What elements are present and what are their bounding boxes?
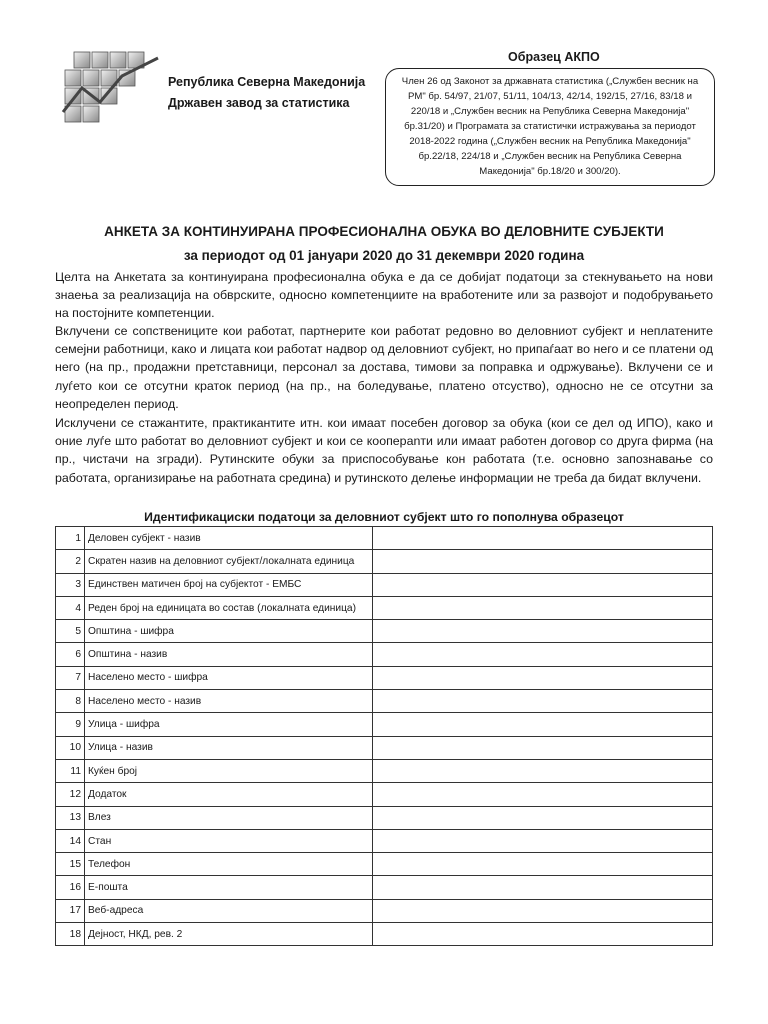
row-number: 3 xyxy=(56,573,85,596)
row-number: 17 xyxy=(56,899,85,922)
row-number: 12 xyxy=(56,783,85,806)
row-number: 11 xyxy=(56,759,85,782)
field-label: Веб-адреса xyxy=(85,899,373,922)
table-row xyxy=(56,759,713,782)
table-row xyxy=(56,690,713,713)
field-label: Општина - шифра xyxy=(85,620,373,643)
row-number: 8 xyxy=(56,690,85,713)
row-number: 15 xyxy=(56,853,85,876)
field-label: Населено место - назив xyxy=(85,690,373,713)
table-row xyxy=(56,666,713,689)
field-label: Улица - шифра xyxy=(85,713,373,736)
field-label: Општина - назив xyxy=(85,643,373,666)
intro-paragraph-purpose: Целта на Анкетата за континуирана професионална обука е да се добијат податоци за стекнувањето на нови знаења за реализација на обврските, односно компетенциите на вработените или за развојот и подобрувањето на постојните компетенции. xyxy=(55,270,713,321)
field-label: Деловен субјект - назив xyxy=(85,527,373,550)
table-row xyxy=(56,783,713,806)
field-label: Дејност, НКД, рев. 2 xyxy=(85,923,373,946)
organization-name xyxy=(168,72,365,114)
field-label: Скратен назив на деловниот субјект/локалната единица xyxy=(85,550,373,573)
row-number: 18 xyxy=(56,923,85,946)
table-row xyxy=(56,923,713,946)
survey-period: за периодот од 01 јануари 2020 до 31 декември 2020 година xyxy=(183,248,585,263)
survey-title: АНКЕТА ЗА КОНТИНУИРАНА ПРОФЕСИОНАЛНА ОБУКА ВО ДЕЛОВНИТЕ СУБЈЕКТИ xyxy=(104,224,664,239)
field-value-cell[interactable] xyxy=(373,666,713,689)
legal-basis-note: Член 26 од Законот за државната статистика („Службен весник на РМ" бр. 54/97, 21/07, 51/11, 104/13, 42/14, 192/15, 27/16, 83/18 и 220/18 и „Службен весник на Република Северна Македонија" бр.31/20) и Програмата за статистички истражувања за периодот 2018-2022 година („Службен весник на Република Македонија" бр.22/18, 224/18 и „Службен весник на Република Северна Македонија" бр.18/20 и 300/20). xyxy=(385,68,715,186)
row-number: 14 xyxy=(56,829,85,852)
ident-table-title: Идентификациски податоци за деловниот субјект што го пополнува образецот xyxy=(144,510,624,524)
field-value-cell[interactable] xyxy=(373,923,713,946)
field-label: Куќен број xyxy=(85,759,373,782)
row-number: 13 xyxy=(56,806,85,829)
intro-paragraph-excluded: Исклучени се стажантите, практикантите итн. кои имаат посебен договор за обука (кои се дел од ИПО), како и оние луѓе што работат во деловниот субјект и кои се коопераnти или имаат работен договор со друга фирма (на пр., чистачи на згради). Рутинските обуки за приспособување кон работата (т.е. основно запознавање со работата, организирање на работната средина) и рутинското делење информации не треба да бидат вклучени. xyxy=(55,416,713,485)
row-number: 5 xyxy=(56,620,85,643)
table-row xyxy=(56,899,713,922)
field-value-cell[interactable] xyxy=(373,783,713,806)
table-row xyxy=(56,573,713,596)
table-row xyxy=(56,736,713,759)
field-value-cell[interactable] xyxy=(373,690,713,713)
organization-country: Република Северна Македонија xyxy=(168,75,366,89)
identification-table xyxy=(55,526,713,946)
field-label: Населено место - шифра xyxy=(85,666,373,689)
table-row xyxy=(56,643,713,666)
row-number: 6 xyxy=(56,643,85,666)
field-value-cell[interactable] xyxy=(373,713,713,736)
table-row xyxy=(56,527,713,550)
table-row xyxy=(56,806,713,829)
row-number: 1 xyxy=(56,527,85,550)
field-value-cell[interactable] xyxy=(373,573,713,596)
field-value-cell[interactable] xyxy=(373,899,713,922)
table-row xyxy=(56,853,713,876)
intro-paragraph-included: Вклучени се сопствениците кои работат, партнерите кои работат редовно во деловниот субјект и неплатените семејни работници, како и лицата кои работат надвор од деловниот субјект, но припаѓаат во него и се платени од него (на пр., продажни претставници, персонал за достава, тимови за поправка и одржување). Вклучени се и луѓето кои се отсутни краток период (на пр., на боледување, платено отсуство), односно не се отсутни за неопределен период. xyxy=(55,324,713,411)
field-label: Улица - назив xyxy=(85,736,373,759)
field-label: Единствен матичен број на субјектот - ЕМБС xyxy=(85,573,373,596)
field-value-cell[interactable] xyxy=(373,550,713,573)
field-label: Додаток xyxy=(85,783,373,806)
state-statistical-office-logo xyxy=(60,50,160,128)
field-value-cell[interactable] xyxy=(373,643,713,666)
row-number: 10 xyxy=(56,736,85,759)
field-value-cell[interactable] xyxy=(373,806,713,829)
organization-office: Државен завод за статистика xyxy=(168,96,350,110)
row-number: 4 xyxy=(56,596,85,619)
field-label: Телефон xyxy=(85,853,373,876)
row-number: 16 xyxy=(56,876,85,899)
field-label: Стан xyxy=(85,829,373,852)
row-number: 2 xyxy=(56,550,85,573)
table-row xyxy=(56,876,713,899)
row-number: 7 xyxy=(56,666,85,689)
form-code: Образец АКПО xyxy=(508,50,600,64)
field-label: Влез xyxy=(85,806,373,829)
table-row xyxy=(56,829,713,852)
field-value-cell[interactable] xyxy=(373,759,713,782)
field-value-cell[interactable] xyxy=(373,736,713,759)
field-value-cell[interactable] xyxy=(373,527,713,550)
field-value-cell[interactable] xyxy=(373,876,713,899)
row-number: 9 xyxy=(56,713,85,736)
table-row xyxy=(56,620,713,643)
field-value-cell[interactable] xyxy=(373,853,713,876)
field-value-cell[interactable] xyxy=(373,829,713,852)
field-value-cell[interactable] xyxy=(373,596,713,619)
table-row xyxy=(56,550,713,573)
table-row xyxy=(56,596,713,619)
field-value-cell[interactable] xyxy=(373,620,713,643)
table-row xyxy=(56,713,713,736)
field-label: Е-пошта xyxy=(85,876,373,899)
field-label: Реден број на единицата во состав (локалната единица) xyxy=(85,596,373,619)
